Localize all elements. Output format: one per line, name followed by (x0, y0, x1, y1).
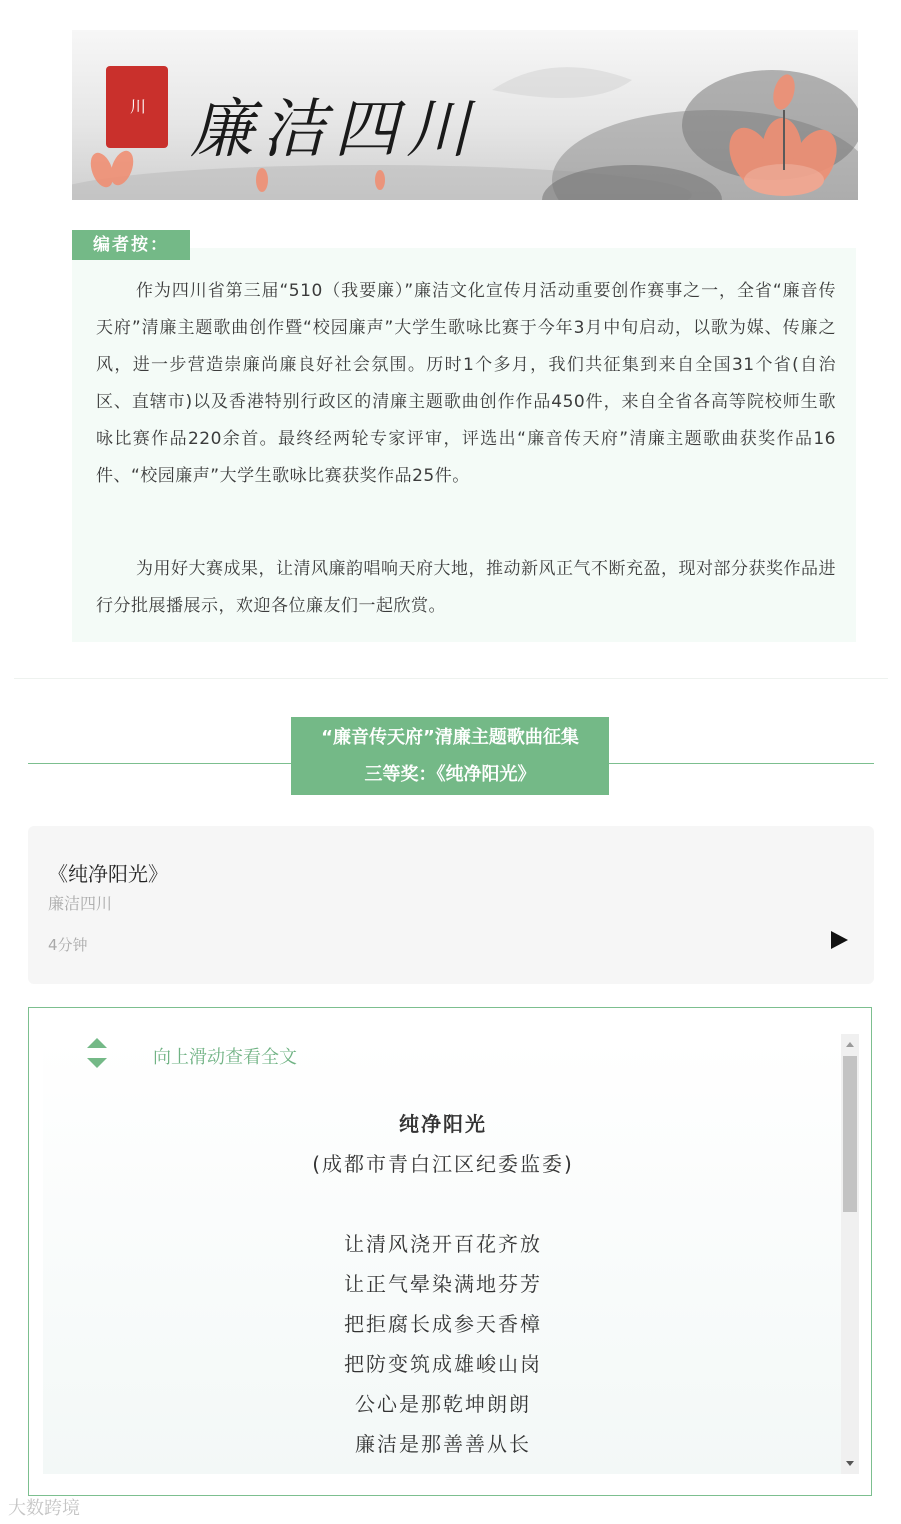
seal-logo (106, 66, 168, 148)
seal-text: 川 (127, 98, 147, 116)
swipe-up-icon (85, 1036, 109, 1070)
banner-image (72, 30, 858, 200)
section-heading (291, 717, 609, 795)
swipe-hint: 向上滑动查看全文 (153, 1047, 297, 1068)
audio-author: 廉洁四川 (48, 894, 113, 913)
divider (14, 678, 888, 679)
section-heading-line1: “廉音传天府”清廉主题歌曲征集 (321, 727, 579, 748)
lyric-line: 把拒腐长成参天香樟 (344, 1312, 542, 1336)
scroll-thumb[interactable] (843, 1056, 857, 1212)
audio-title: 《纯净阳光》 (48, 862, 168, 886)
editor-note-paragraph-1: 作为四川省第三届“510（我要廉）”廉洁文化宣传月活动重要创作赛事之一，全省“廉音传天府”清廉主题歌曲创作暨“校园廉声”大学生歌咏比赛于今年3月中旬启动，以歌为媒、传廉之风，进一步营造崇廉尚廉良好社会氛围。历时1个多月，我们共征集到来自全国31个省(自治区、直辖市)以及香港特别行政区的清廉主题歌曲创作作品450件，来自全省各高等院校师生歌咏比赛作品220余首。最终经两轮专家评审，评选出“廉音传天府”清廉主题歌曲获奖作品16件、“校园廉声”大学生歌咏比赛获奖作品25件。 (96, 281, 836, 486)
scroll-down-arrow-icon[interactable] (846, 1461, 854, 1466)
banner-title: 廉洁四川 (190, 93, 478, 167)
song-organization: (成都市青白江区纪委监委) (312, 1152, 574, 1176)
lyric-line: 让正气晕染满地芬芳 (344, 1272, 542, 1296)
song-title: 纯净阳光 (399, 1112, 487, 1136)
editor-note-tag: 编者按： (72, 230, 190, 260)
lyric-line: 让清风浇开百花齐放 (344, 1232, 542, 1256)
scroll-up-arrow-icon[interactable] (846, 1042, 854, 1047)
editor-note-paragraph-2: 为用好大赛成果，让清风廉韵唱响天府大地，推动新风正气不断充盈，现对部分获奖作品进行分批展播展示，欢迎各位廉友们一起欣赏。 (96, 559, 836, 616)
lyric-line: 公心是那乾坤朗朗 (355, 1392, 531, 1416)
watermark: 大数跨境 (8, 1498, 80, 1519)
lyric-line: 廉洁是那善善从长 (355, 1432, 531, 1456)
audio-duration: 4分钟 (48, 936, 88, 954)
play-icon[interactable] (831, 931, 848, 949)
audio-player-card[interactable] (28, 826, 874, 984)
scrollbar[interactable] (841, 1034, 859, 1474)
lyric-line: 把防变筑成雄峻山岗 (344, 1352, 542, 1376)
section-heading-line2: 三等奖：《纯净阳光》 (364, 764, 536, 785)
lyrics-scroll-box[interactable] (28, 1007, 872, 1496)
